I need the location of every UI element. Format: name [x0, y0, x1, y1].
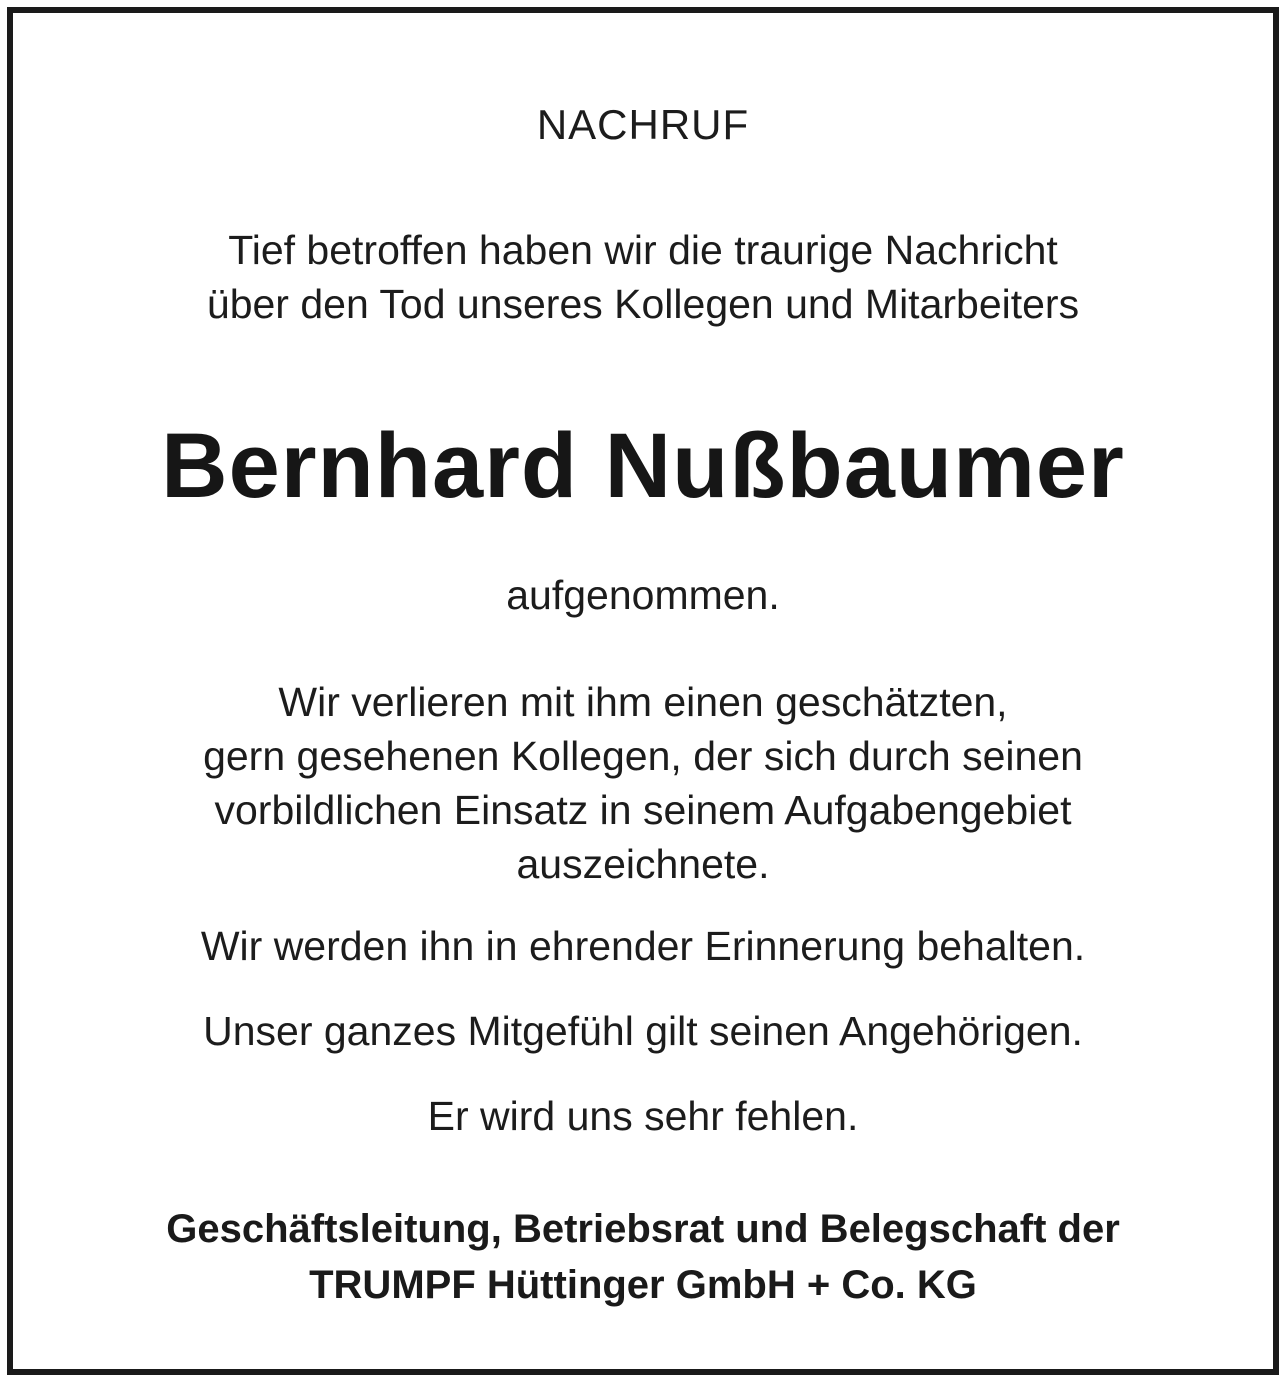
tribute-line-1: Wir verlieren mit ihm einen geschätzten, [278, 679, 1008, 725]
tribute-line-3: vorbildlichen Einsatz in seinem Aufgabengebiet [214, 787, 1072, 833]
intro-text [13, 223, 1273, 331]
sympathy-text: Unser ganzes Mitgefühl gilt seinen Angehörigen. [203, 1008, 1083, 1054]
obituary-frame [7, 7, 1279, 1375]
tribute-text [13, 675, 1273, 891]
memory-text: Wir werden ihn in ehrender Erinnerung behalten. [200, 923, 1086, 969]
tribute-line-2: gern gesehenen Kollegen, der sich durch seinen [203, 733, 1083, 779]
signature-line-2: TRUMPF Hüttinger GmbH + Co. KG [309, 1263, 977, 1307]
signature-line-1: Geschäftsleitung, Betriebsrat und Belegschaft der [166, 1207, 1120, 1251]
intro-line-2: über den Tod unseres Kollegen und Mitarbeiters [206, 281, 1080, 327]
missed-text: Er wird uns sehr fehlen. [427, 1093, 859, 1139]
deceased-name: Bernhard Nußbaumer [161, 415, 1125, 517]
obituary-heading: NACHRUF [536, 101, 750, 148]
signature-block [13, 1201, 1273, 1313]
intro-line-1: Tief betroffen haben wir die traurige Nachricht [228, 227, 1058, 273]
received-text: aufgenommen. [506, 572, 780, 618]
tribute-line-4: auszeichnete. [516, 841, 770, 887]
